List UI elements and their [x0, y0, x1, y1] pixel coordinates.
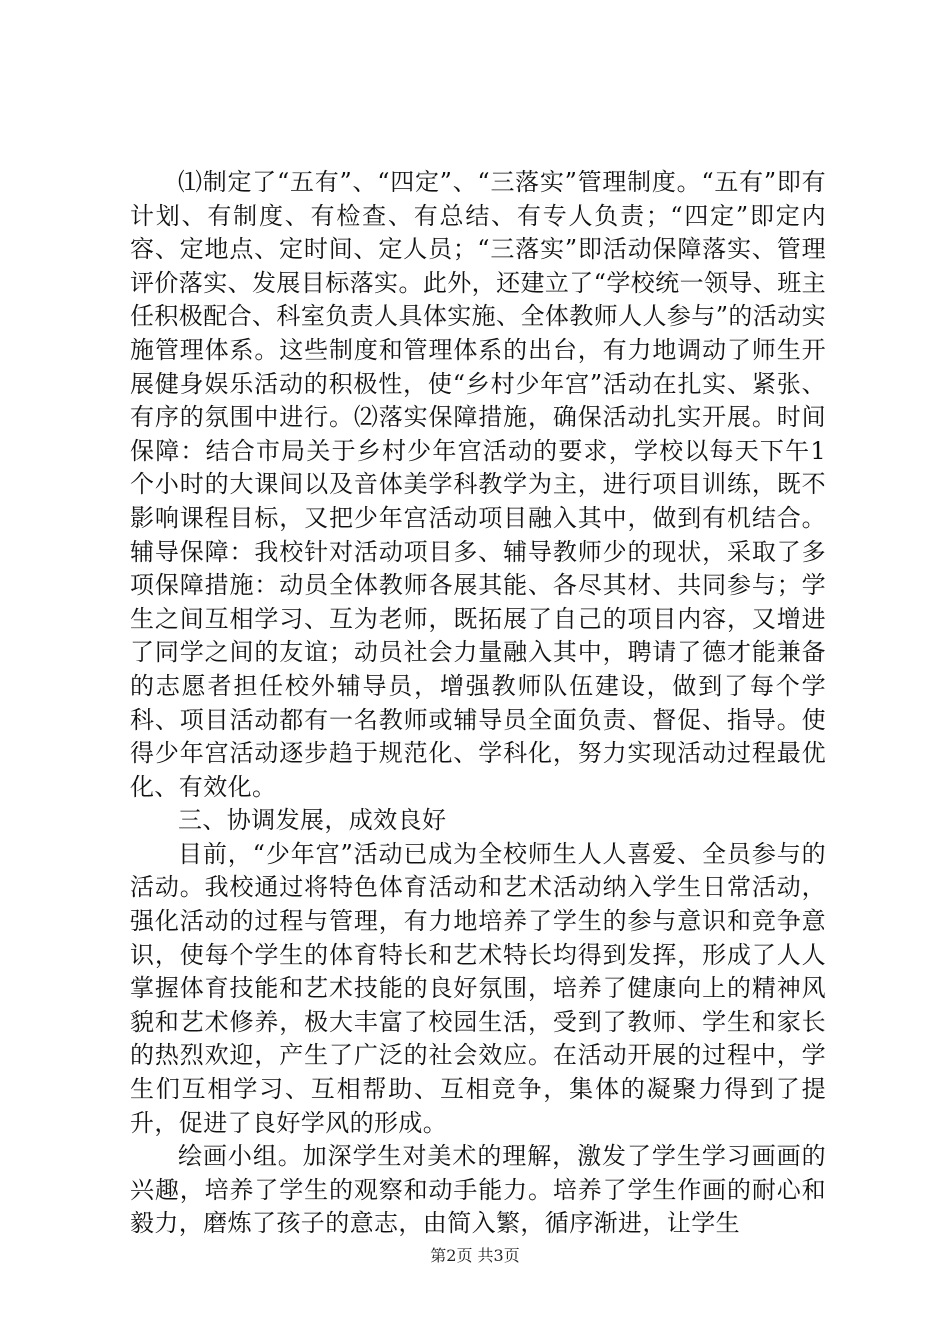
page-footer: 第2页 共3页 — [430, 1246, 520, 1265]
paragraph-management-system: ⑴制定了“五有”、“四定”、“三落实”管理制度。“五有”即有计划、有制度、有检查、有总结、有专人负责；“四定”即定内容、定地点、定时间、定人员；“三落实”即活动保障落实、管理评价落实、发展目标落实。此外，还建立了“学校统一领导、班主任积极配合、科室负责人具体实施、全体教师人人参与”的活动实施管理体系。这些制度和管理体系的出台，有力地调动了师生开展健身娱乐活动的积极性，使“乡村少年宫”活动在扎实、紧张、有序的氛围中进行。⑵落实保障措施，确保活动扎实开展。时间保障：结合市局关于乡村少年宫活动的要求，学校以每天下午1个小时的大课间以及音体美学科教学为主，进行项目训练，既不影响课程目标，又把少年宫活动项目融入其中，做到有机结合。辅导保障：我校针对活动项目多、辅导教师少的现状，采取了多项保障措施：动员全体教师各展其能、各尽其材、共同参与；学生之间互相学习、互为老师，既拓展了自己的项目内容，又增进了同学之间的友谊；动员社会力量融入其中，聘请了德才能兼备的志愿者担任校外辅导员，增强教师队伍建设，做到了每个学科、项目活动都有一名教师或辅导员全面负责、督促、指导。使得少年宫活动逐步趋于规范化、学科化，努力实现活动过程最优化、有效化。 — [130, 168, 826, 801]
paragraph-painting-group: 绘画小组。加深学生对美术的理解，激发了学生学习画画的兴趣，培养了学生的观察和动手能力。培养了学生作画的耐心和毅力，磨炼了孩子的意志，由简入繁，循序渐进，让学生 — [130, 1142, 826, 1238]
paragraph-current-results: 目前，“少年宫”活动已成为全校师生人人喜爱、全员参与的活动。我校通过将特色体育活动和艺术活动纳入学生日常活动，强化活动的过程与管理，有力地培养了学生的参与意识和竞争意识，使每个学生的体育特长和艺术特长均得到发挥，形成了人人掌握体育技能和艺术技能的良好氛围，培养了健康向上的精神风貌和艺术修养，极大丰富了校园生活，受到了教师、学生和家长的热烈欢迎，产生了广泛的社会效应。在活动开展的过程中，学生们互相学习、互相帮助、互相竞争，集体的凝聚力得到了提升，促进了良好学风的形成。 — [130, 839, 826, 1137]
document-body — [130, 166, 826, 1241]
section-heading-coordinated-development: 三、协调发展，成效良好 — [178, 806, 447, 835]
